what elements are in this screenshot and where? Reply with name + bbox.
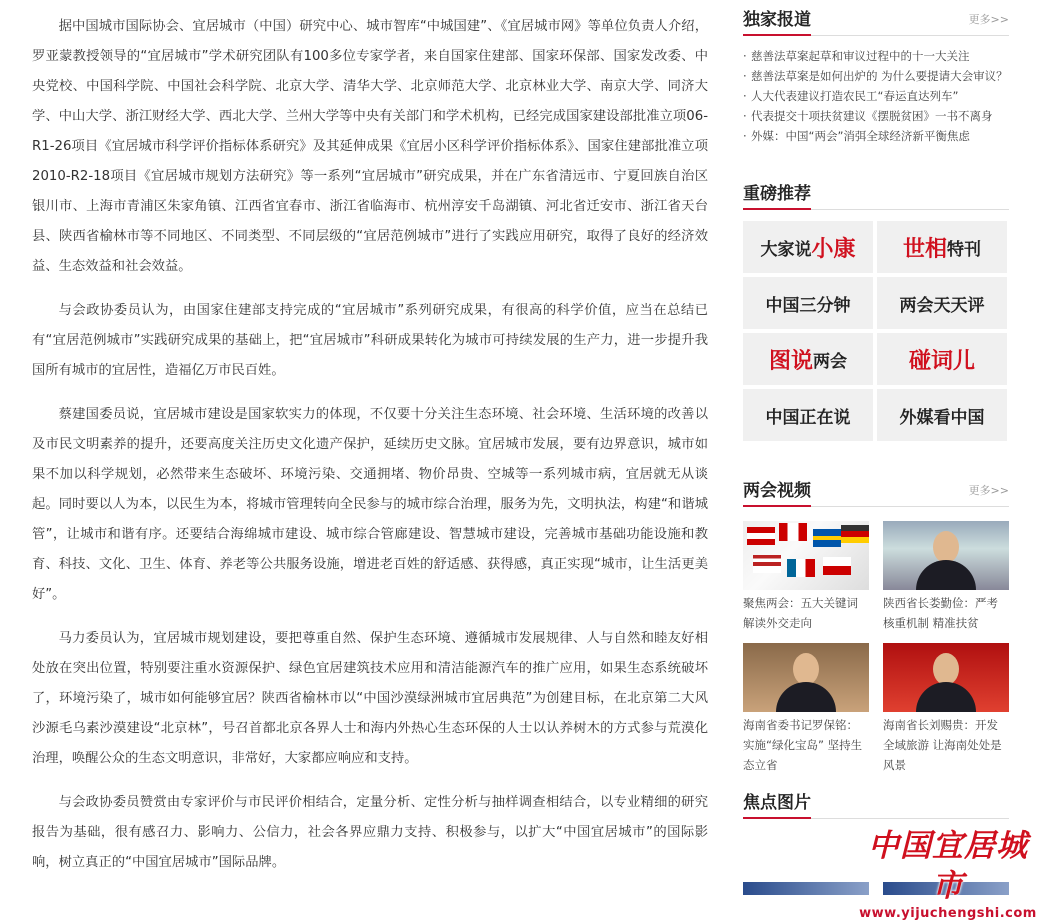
focus-title: 焦点图片 xyxy=(743,788,811,819)
list-item[interactable]: · 人大代表建议打造农民工“春运直达列车” xyxy=(743,86,1009,106)
video-item[interactable] xyxy=(883,521,1009,633)
exclusive-header xyxy=(743,0,1009,36)
video-thumbnail[interactable] xyxy=(743,643,869,712)
sidebar xyxy=(743,0,1009,819)
video-title: 两会视频 xyxy=(743,476,811,507)
recommend-logo-text: 图说 xyxy=(768,347,813,374)
video-thumbnail[interactable] xyxy=(883,521,1009,590)
video-header xyxy=(743,471,1009,507)
video-caption[interactable]: 陕西省长娄勤俭：严考核重机制 精准扶贫 xyxy=(883,596,998,630)
focus-header xyxy=(743,789,1009,819)
exclusive-more-link[interactable]: 更多>> xyxy=(968,13,1009,26)
site-watermark xyxy=(853,826,1043,921)
recommend-item-tushuo[interactable] xyxy=(743,333,873,385)
video-thumbnail[interactable] xyxy=(883,643,1009,712)
video-grid xyxy=(743,521,1009,775)
list-item[interactable]: · 慈善法草案起草和审议过程中的十一大关注 xyxy=(743,46,1009,66)
recommend-label: 大家说 xyxy=(760,239,812,260)
focus-image[interactable] xyxy=(743,882,869,895)
recommend-label: 两会天天评 xyxy=(899,295,985,316)
exclusive-title: 独家报道 xyxy=(743,5,811,36)
video-caption[interactable]: 海南省委书记罗保铭：实施“绿化宝岛” 坚持生态立省 xyxy=(743,718,863,772)
video-more-link[interactable]: 更多>> xyxy=(968,484,1009,497)
recommend-item-xiaokang[interactable] xyxy=(743,221,873,273)
recommend-label: 特刊 xyxy=(947,239,981,260)
recommend-item-three-minutes[interactable] xyxy=(743,277,873,329)
article-paragraph: 马力委员认为，宜居城市规划建设，要把尊重自然、保护生态环境、遵循城市发展规律、人与自然和睦友好相处放在突出位置，特别要注重水资源保护、绿色宜居建筑技术应用和清洁能源汽车的推广应用，如果生态系统破坏了，环境污染了，城市如何能够宜居？陕西省榆林市以“中国沙漠绿洲城市宜居典范”为创建目标，在北京第二大风沙源毛乌素沙漠建设“北京林”，号召首都北京各界人士和海内外热心生态环保的人士以认养树木的方式参与荒漠化治理，唤醒公众的生态文明意识，非常好，大家都应响应和支持。 xyxy=(32,631,708,766)
list-item[interactable]: · 代表提交十项扶贫建议《摆脱贫困》一书不离身 xyxy=(743,106,1009,126)
recommend-grid xyxy=(743,221,1009,441)
article-body xyxy=(32,12,708,892)
recommend-item-shixiang[interactable] xyxy=(877,221,1007,273)
article-paragraph: 蔡建国委员说，宜居城市建设是国家软实力的体现，不仅要十分关注生态环境、社会环境、生活环境的改善以及市民文明素养的提升，还要高度关注历史文化遗产保护，延续历史文脉。宜居城市发展，要有边界意识，城市如果不加以科学规划，必然带来生态破坏、环境污染、交通拥堵、物价昂贵、空城等一系列城市病，宜居就无从谈起。同时要以人为本，以民生为本，将城市管理转向全民参与的城市综合治理，服务为先，文明执法，构建“和谐城管”，让城市和谐有序。还要结合海绵城市建设、城市综合管廊建设、智慧城市建设，完善城市基础功能设施和教育、科技、文化、卫生、体育、养老等公共服务设施，增进老百姓的舒适感、获得感，真正实现“城市，让生活更美好”。 xyxy=(32,407,708,602)
recommend-logo-text: 碰词儿 xyxy=(908,347,975,374)
article-paragraph: 据中国城市国际协会、宜居城市（中国）研究中心、城市智库“中城国建”、《宜居城市网》等单位负责人介绍，罗亚蒙教授领导的“宜居城市”学术研究团队有100多位专家学者，来自国家住建部、国家环保部、国家发改委、中央党校、中国科学院、中国社会科学院、北京大学、清华大学、北京师范大学、北京林业大学、南京大学、同济大学、中山大学、浙江财经大学、西北大学、兰州大学等中央有关部门和学术机构，已经完成国家建设部批准立项06-R1-26项目《宜居城市科学评价指标体系研究》及其延伸成果《宜居小区科学评价指标体系》、国家住建部批准立项2010-R2-18项目《宜居城市规划方法研究》等一系列“宜居城市”研究成果，并在广东省清远市、宁夏回族自治区银川市、上海市青浦区朱家角镇、江西省宜春市、浙江省临海市、杭州淳安千岛湖镇、河北省迁安市、浙江省天台县、陕西省榆林市等不同地区、不同类型、不同层级的“宜居范例城市”进行了实践应用研究，取得了良好的经济效益、生态效益和社会效益。 xyxy=(32,19,708,274)
list-item[interactable]: · 慈善法草案是如何出炉的 为什么要提请大会审议？ xyxy=(743,66,1009,86)
recommend-label: 外媒看中国 xyxy=(899,407,985,428)
recommend-logo-text: 世相 xyxy=(902,235,947,262)
article-paragraph: 与会政协委员认为，由国家住建部支持完成的“宜居城市”系列研究成果，有很高的科学价值，应当在总结已有“宜居范例城市”实践研究成果的基础上，把“宜居城市”科研成果转化为城市可持续发展的生产力，进一步提升我国所有城市的宜居性，造福亿万市民百姓。 xyxy=(32,303,708,378)
brand-logo-text: 中国宜居城市 xyxy=(868,828,1028,904)
video-caption[interactable]: 海南省长刘赐贵：开发全域旅游 让海南处处是风景 xyxy=(883,718,1002,772)
recommend-item-daily-review[interactable] xyxy=(877,277,1007,329)
recommend-title: 重磅推荐 xyxy=(743,179,811,210)
recommend-label: 中国三分钟 xyxy=(765,295,851,316)
recommend-label: 两会 xyxy=(813,351,847,372)
video-item[interactable] xyxy=(743,643,869,775)
article-paragraph: 与会政协委员赞赏由专家评价与市民评价相结合，定量分析、定性分析与抽样调查相结合，以专业精细的研究报告为基础，很有感召力、影响力、公信力，社会各界应鼎力支持、积极参与，以扩大“中国宜居城市”的国际影响，树立真正的“中国宜居城市”国际品牌。 xyxy=(32,795,708,870)
recommend-item-foreign-media[interactable] xyxy=(877,389,1007,441)
video-caption[interactable]: 聚焦两会：五大关键词解读外交走向 xyxy=(743,596,858,630)
video-item[interactable] xyxy=(743,521,869,633)
recommend-item-pengcier[interactable] xyxy=(877,333,1007,385)
recommend-label: 中国正在说 xyxy=(765,407,851,428)
exclusive-list xyxy=(743,46,1009,146)
recommend-item-china-speaking[interactable] xyxy=(743,389,873,441)
recommend-logo-text: 小康 xyxy=(811,235,856,262)
recommend-header xyxy=(743,174,1009,210)
brand-url: www.yijuchengshi.com xyxy=(859,906,1037,921)
list-item[interactable]: · 外媒：中国“两会”消弭全球经济新平衡焦虑 xyxy=(743,126,1009,146)
video-thumbnail[interactable] xyxy=(743,521,869,590)
video-item[interactable] xyxy=(883,643,1009,775)
